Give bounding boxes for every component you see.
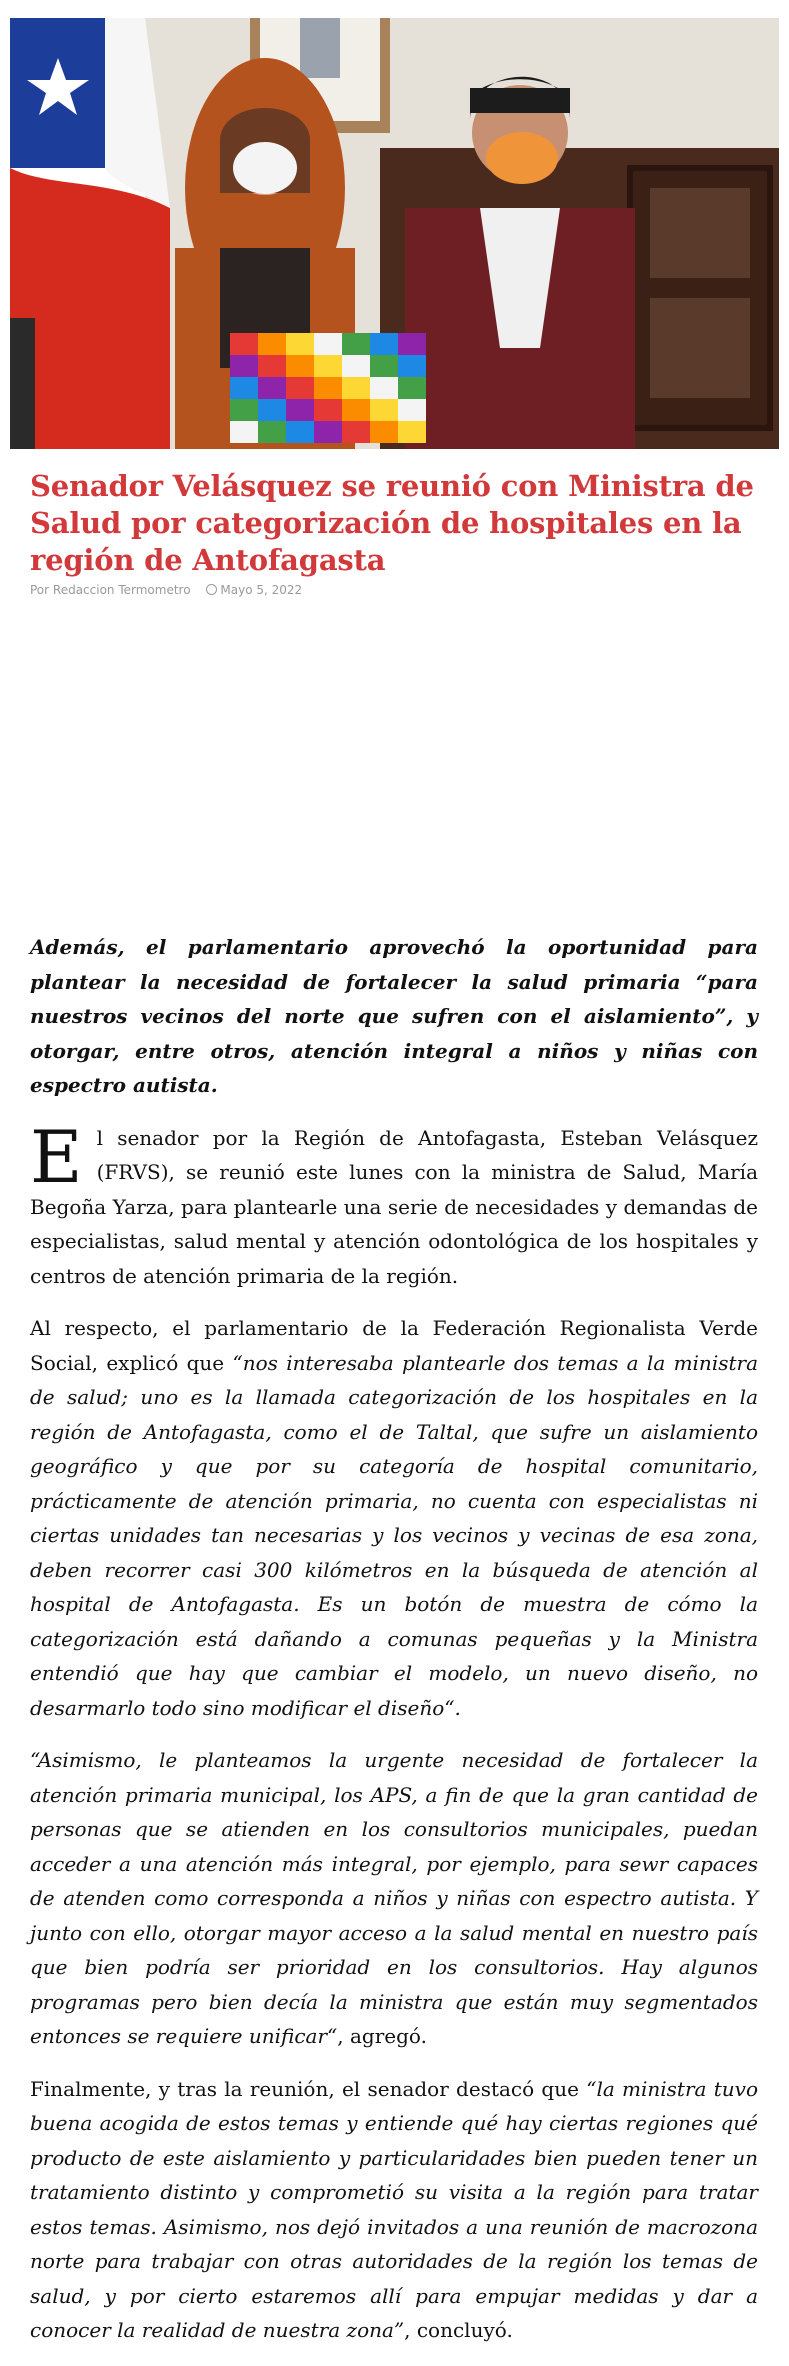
paragraph-4-quote: “la ministra tuvo buena acogida de estos temas y entiende qué hay ciertas regiones qué producto de este aislamiento y particularidades bien pueden tener un tratamiento distinto y comprometió su visita a la región para tratar estos temas. Asimismo, nos dejó invitados a una reunión de macrozona norte para trabajar con otras autoridades de la región los temas de salud, y por cierto estaremos allí para empujar medidas y dar a conocer la realidad de nuestra zona” bbox=[30, 2076, 758, 2342]
paragraph-3-quote: “Asimismo, le planteamos la urgente necesidad de fortalecer la atención primaria municipal, los APS, a fin de que la gran cantidad de personas que se atienden en los consultorios municipales, puedan acceder a una atención más integral, por ejemplo, para sewr capaces de atenden como corresponda a niños y niñas con espectro autista. Y junto con ello, otorgar mayor acceso a la salud mental en nuestro país que bien podría ser prioridad en los consultorios. Hay algunos programas pero bien decía la ministra que están muy segmentados entonces se requiere unificar“ bbox=[30, 1748, 758, 2048]
article-body bbox=[30, 930, 758, 2366]
article-date: Mayo 5, 2022 bbox=[220, 583, 303, 597]
article-paragraph-2 bbox=[30, 1311, 758, 1725]
article-author[interactable]: Por Redaccion Termometro bbox=[30, 583, 191, 597]
article-title: Senador Velásquez se reunió con Ministra de Salud por categorización de hospitales en la región de Antofagasta bbox=[30, 469, 754, 577]
paragraph-2-intro: Al respecto, el parlamentario de la Federación Regionalista Verde Social, explicó que bbox=[30, 1316, 758, 1375]
drop-cap: E bbox=[30, 1114, 83, 1199]
article-paragraph-4 bbox=[30, 2072, 758, 2348]
article-paragraph-3 bbox=[30, 1743, 758, 2054]
paragraph-4-tail: , concluyó. bbox=[404, 2318, 513, 2342]
clock-icon bbox=[206, 584, 217, 595]
paragraph-4-intro: Finalmente, y tras la reunión, el senador destacó que bbox=[30, 2076, 587, 2101]
article-lead: Además, el parlamentario aprovechó la oportunidad para plantear la necesidad de fortalecer la salud primaria “para nuestros vecinos del norte que sufren con el aislamiento”, y otorgar, entre otros, atención integral a niños y niñas con espectro autista. bbox=[30, 935, 758, 1097]
article-photo bbox=[10, 18, 779, 449]
paragraph-1-text: l senador por la Región de Antofagasta, Esteban Velásquez (FRVS), se reunió este lunes con la ministra de Salud, María Begoña Yarza, para plantearle una serie de necesidades y demandas de especialistas, salud mental y atención odontológica de los hospitales y centros de atención primaria de la región. bbox=[30, 1125, 758, 1288]
wiphala-flag bbox=[230, 333, 426, 443]
paragraph-3-tail: , agregó. bbox=[337, 2024, 427, 2048]
paragraph-2-quote: “nos interesaba plantearle dos temas a la ministra de salud; uno es la llamada categorización de los hospitales en la región de Antofagasta, como el de Taltal, que sufre un aislamiento geográfico y que por su categoría de hospital comunitario, prácticamente de atención primaria, no cuenta con especialistas ni ciertas unidades tan necesarias y los vecinos y vecinas de esa zona, deben recorrer casi 300 kilómetros en la búsqueda de atención al hospital de Antofagasta. Es un botón de muestra de cómo la categorización está dañando a comunas pequeñas y la Ministra entendió que hay que cambiar el modelo, un nuevo diseño, no desarmarlo todo sino modificar el diseño“. bbox=[30, 1350, 758, 1720]
article-meta bbox=[30, 583, 302, 597]
article-paragraph-1 bbox=[30, 1114, 758, 1294]
article-date-wrap bbox=[206, 583, 302, 597]
